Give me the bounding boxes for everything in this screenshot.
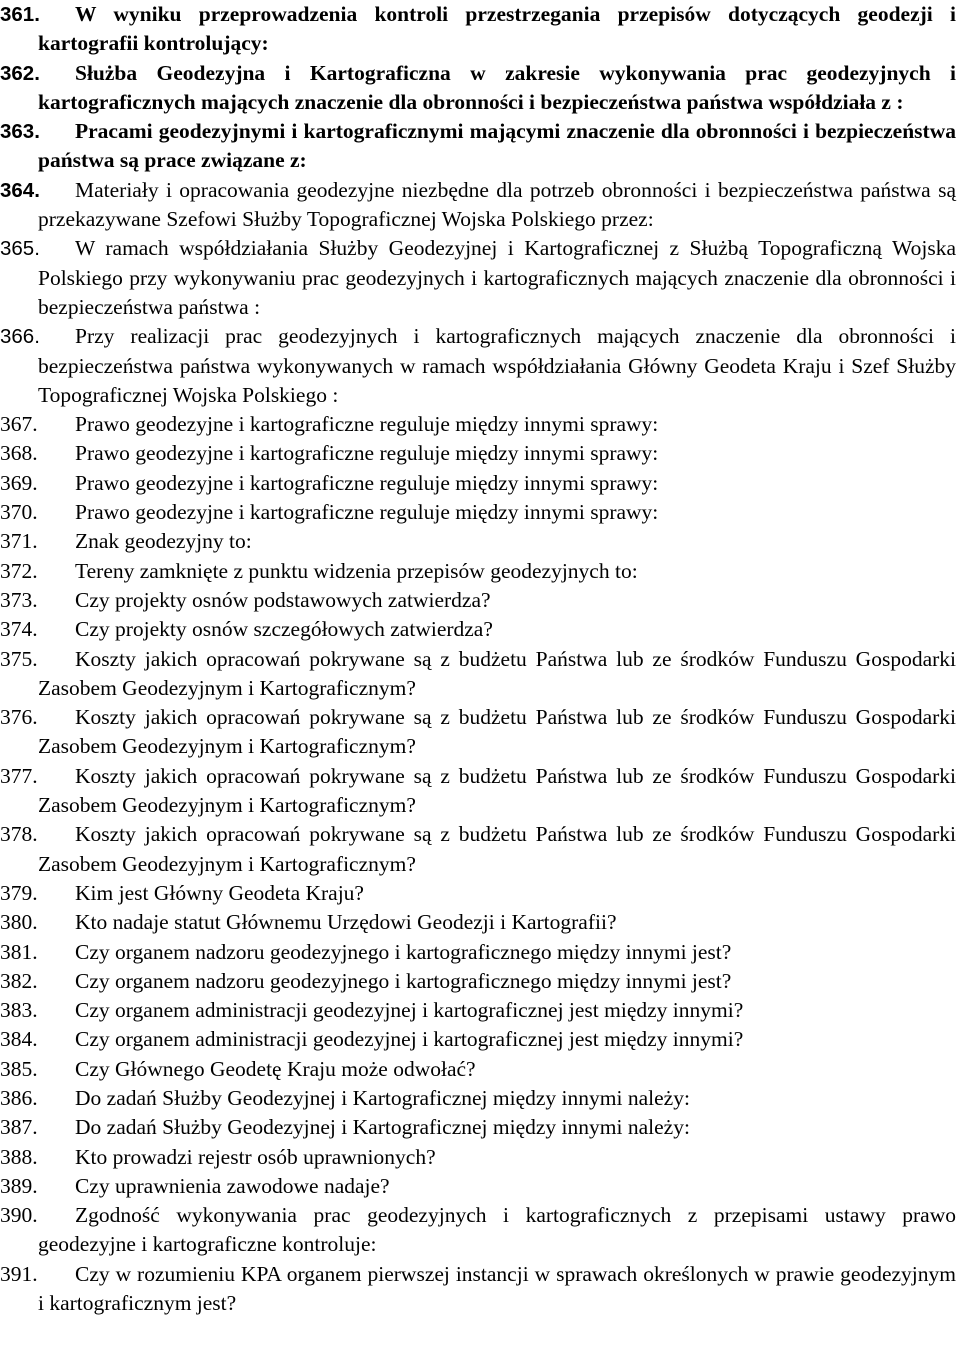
question-text: Koszty jakich opracowań pokrywane są z budżetu Państwa lub ze środków Funduszu Gospodarki Zasobem Geodezyjnym i Kartograficznym? (38, 763, 956, 818)
question-362 (0, 59, 956, 118)
question-number: 388. (0, 1144, 38, 1169)
question-text: Znak geodezyjny to: (75, 529, 252, 554)
question-text: Czy organem administracji geodezyjnej i kartograficznej jest między innymi? (75, 998, 744, 1023)
question-375 (0, 645, 956, 704)
question-text: Czy Głównego Geodetę Kraju może odwołać? (75, 1056, 476, 1081)
question-number: 364. (0, 178, 40, 202)
question-number: 373. (0, 587, 38, 612)
question-number: 374. (0, 617, 38, 642)
question-number: 381. (0, 939, 38, 964)
question-386 (0, 1084, 956, 1113)
question-text: Czy projekty osnów podstawowych zatwierdza? (75, 587, 491, 612)
question-number: 390. (0, 1203, 38, 1228)
question-text: Czy organem nadzoru geodezyjnego i kartograficznego między innymi jest? (75, 939, 732, 964)
question-number: 375. (0, 646, 38, 671)
question-number: 370. (0, 500, 38, 525)
question-390 (0, 1201, 956, 1260)
question-number: 383. (0, 998, 38, 1023)
question-361 (0, 0, 956, 59)
question-number: 391. (0, 1261, 38, 1286)
question-367 (0, 410, 956, 439)
question-365 (0, 234, 956, 322)
question-385 (0, 1055, 956, 1084)
question-text: Czy w rozumieniu KPA organem pierwszej instancji w sprawach określonych w prawie geodezyjnym i kartograficznym jest? (38, 1261, 956, 1316)
question-text: Prawo geodezyjne i kartograficzne reguluje między innymi sprawy: (75, 500, 659, 525)
question-text: Koszty jakich opracowań pokrywane są z budżetu Państwa lub ze środków Funduszu Gospodarki Zasobem Geodezyjnym i Kartograficznym? (38, 705, 956, 759)
question-number: 361. (0, 3, 40, 26)
question-370 (0, 498, 956, 527)
question-text: Kto prowadzi rejestr osób uprawnionych? (75, 1144, 436, 1169)
question-text: Pracami geodezyjnymi i kartograficznymi mającymi znaczenie dla obronności i bezpieczeństwa państwa są prace związane z: (38, 119, 956, 173)
question-372 (0, 557, 956, 586)
question-388 (0, 1143, 956, 1172)
question-384 (0, 1025, 956, 1054)
question-text: Zgodność wykonywania prac geodezyjnych i kartograficznych z przepisami ustawy prawo geodezyjne i kartograficzne kontroluje: (38, 1203, 956, 1257)
question-number: 387. (0, 1115, 38, 1140)
question-text: Koszty jakich opracowań pokrywane są z budżetu Państwa lub ze środków Funduszu Gospodarki Zasobem Geodezyjnym i Kartograficznym? (38, 822, 956, 876)
question-text: Czy projekty osnów szczegółowych zatwierdza? (75, 617, 493, 642)
question-377 (0, 762, 956, 821)
question-383 (0, 996, 956, 1025)
question-number: 384. (0, 1027, 38, 1052)
question-text: Prawo geodezyjne i kartograficzne reguluje między innymi sprawy: (75, 470, 659, 495)
question-text: W wyniku przeprowadzenia kontroli przestrzegania przepisów dotyczących geodezji i kartografii kontrolujący: (38, 2, 956, 56)
question-number: 376. (0, 705, 38, 730)
question-380 (0, 908, 956, 937)
question-381 (0, 938, 956, 967)
question-391 (0, 1260, 956, 1319)
question-text: Przy realizacji prac geodezyjnych i kartograficznych mających znaczenie dla obronności i bezpieczeństwa państwa wykonywanych w ramach współdziałania Główny Geodeta Kraju i Szef Służby Topograficznej Wojska Polskiego : (38, 324, 956, 407)
question-number: 366. (0, 325, 40, 349)
question-number: 385. (0, 1056, 38, 1081)
question-number: 377. (0, 763, 38, 788)
question-number: 382. (0, 968, 38, 993)
question-379 (0, 879, 956, 908)
question-number: 371. (0, 529, 38, 554)
question-369 (0, 469, 956, 498)
question-text: Prawo geodezyjne i kartograficzne reguluje między innymi sprawy: (75, 441, 659, 466)
question-text: Czy uprawnienia zawodowe nadaje? (75, 1173, 390, 1198)
question-363 (0, 117, 956, 176)
question-number: 362. (0, 61, 40, 85)
question-text: Prawo geodezyjne i kartograficzne reguluje między innymi sprawy: (75, 412, 659, 437)
question-382 (0, 967, 956, 996)
question-text: Czy organem administracji geodezyjnej i kartograficznej jest między innymi? (75, 1027, 744, 1052)
question-number: 378. (0, 822, 38, 847)
question-text: W ramach współdziałania Służby Geodezyjnej i Kartograficznej z Służbą Topograficzną Wojska Polskiego przy wykonywaniu prac geodezyjnych i kartograficznych mających znaczenie dla obronności i bezpieczeństwa państwa : (38, 236, 956, 319)
question-text: Tereny zamknięte z punktu widzenia przepisów geodezyjnych to: (75, 558, 638, 583)
question-text: Kto nadaje statut Głównemu Urzędowi Geodezji i Kartografii? (75, 910, 617, 935)
question-text: Do zadań Służby Geodezyjnej i Kartograficznej między innymi należy: (75, 1085, 690, 1110)
question-374 (0, 615, 956, 644)
question-number: 379. (0, 880, 38, 905)
question-text: Do zadań Służby Geodezyjnej i Kartograficznej między innymi należy: (75, 1115, 690, 1140)
question-378 (0, 820, 956, 879)
question-text: Czy organem nadzoru geodezyjnego i kartograficznego między innymi jest? (75, 968, 732, 993)
question-number: 367. (0, 412, 38, 437)
question-number: 372. (0, 558, 38, 583)
question-number: 380. (0, 910, 38, 935)
question-371 (0, 527, 956, 556)
question-387 (0, 1113, 956, 1142)
question-number: 369. (0, 470, 38, 495)
question-376 (0, 703, 956, 762)
question-number: 365. (0, 237, 40, 261)
question-number: 363. (0, 120, 40, 144)
question-text: Koszty jakich opracowań pokrywane są z budżetu Państwa lub ze środków Funduszu Gospodarki Zasobem Geodezyjnym i Kartograficznym? (38, 646, 956, 700)
question-389 (0, 1172, 956, 1201)
question-text: Kim jest Główny Geodeta Kraju? (75, 880, 364, 905)
question-368 (0, 439, 956, 468)
question-366 (0, 322, 956, 410)
question-number: 389. (0, 1173, 38, 1198)
question-number: 386. (0, 1085, 38, 1110)
question-text: Materiały i opracowania geodezyjne niezbędne dla potrzeb obronności i bezpieczeństwa państwa są przekazywane Szefowi Służby Topograficznej Wojska Polskiego przez: (38, 177, 956, 232)
question-373 (0, 586, 956, 615)
question-number: 368. (0, 441, 38, 466)
question-364 (0, 176, 956, 235)
question-text: Służba Geodezyjna i Kartograficzna w zakresie wykonywania prac geodezyjnych i kartograficznych mających znaczenie dla obronności i bezpieczeństwa państwa współdziała z : (38, 60, 956, 114)
